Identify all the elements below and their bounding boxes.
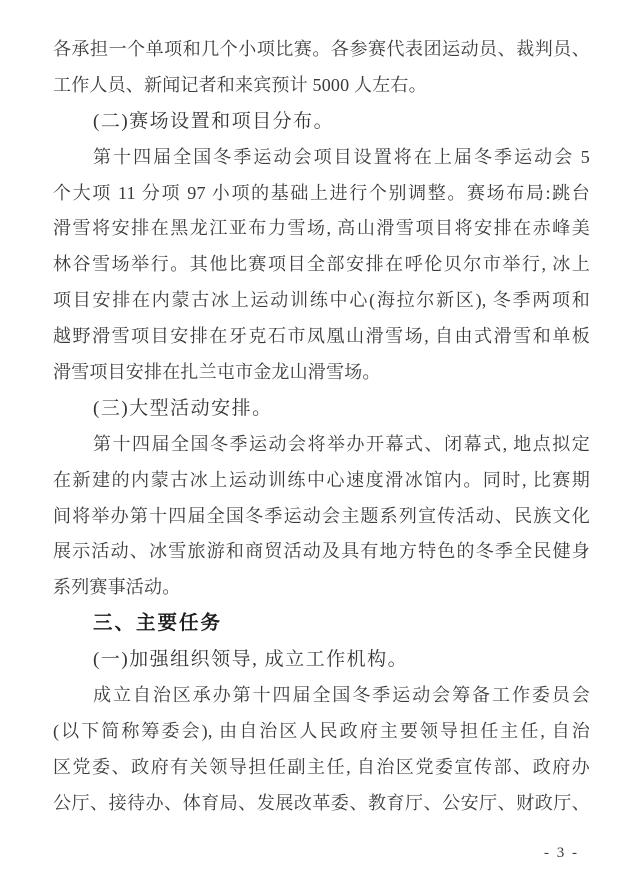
text-line: 各承担一个单项和几个小项比赛。各参赛代表团运动员、裁判员、 [53, 39, 590, 59]
text-line: 个大项 11 分项 97 小项的基础上进行个别调整。赛场布局:跳台 [53, 182, 590, 203]
text-line: 间将举办第十四届全国冬季运动会主题系列宣传活动、民族文化 [53, 505, 590, 526]
section-heading: (一)加强组织领导, 成立工作机构。 [93, 649, 409, 671]
text-line: 在新建的内蒙古冰上运动训练中心速度滑冰馆内。同时, 比赛期 [53, 469, 590, 490]
text-line: 项目安排在内蒙古冰上运动训练中心(海拉尔新区), 冬季两项和 [53, 290, 590, 311]
text-line: 工作人员、新闻记者和来宾预计 5000 人左右。 [53, 74, 427, 95]
section-heading: (二)赛场设置和项目分布。 [93, 110, 335, 132]
text-line: 滑雪将安排在黑龙江亚布力雪场, 高山滑雪项目将安排在赤峰美 [53, 218, 590, 239]
text-line: 越野滑雪项目安排在牙克石市凤凰山滑雪场, 自由式滑雪和单板 [53, 326, 590, 347]
text-line: (以下简称筹委会), 由自治区人民政府主要领导担任主任, 自治 [53, 720, 590, 741]
page-number: - 3 - [544, 845, 579, 861]
text-line: 第十四届全国冬季运动会项目设置将在上届冬季运动会 5 [93, 146, 590, 167]
text-line: 林谷雪场举行。其他比赛项目全部安排在呼伦贝尔市举行, 冰上 [53, 254, 590, 275]
document-body [53, 32, 590, 822]
section-heading: (三)大型活动安排。 [93, 397, 273, 419]
text-line: 公厅、接待办、体育局、发展改革委、教育厅、公安厅、财政厅、 [53, 792, 590, 813]
text-line: 展示活动、冰雪旅游和商贸活动及具有地方特色的冬季全民健身 [53, 541, 590, 562]
text-line: 成立自治区承办第十四届全国冬季运动会筹备工作委员会 [93, 685, 590, 706]
text-line: 系列赛事活动。 [53, 577, 181, 598]
chapter-heading: 三、主要任务 [93, 612, 223, 635]
text-line: 第十四届全国冬季运动会将举办开幕式、闭幕式, 地点拟定 [93, 433, 590, 454]
text-line: 滑雪项目安排在扎兰屯市金龙山滑雪场。 [53, 362, 381, 383]
text-line: 区党委、政府有关领导担任副主任, 自治区党委宣传部、政府办 [53, 756, 590, 777]
